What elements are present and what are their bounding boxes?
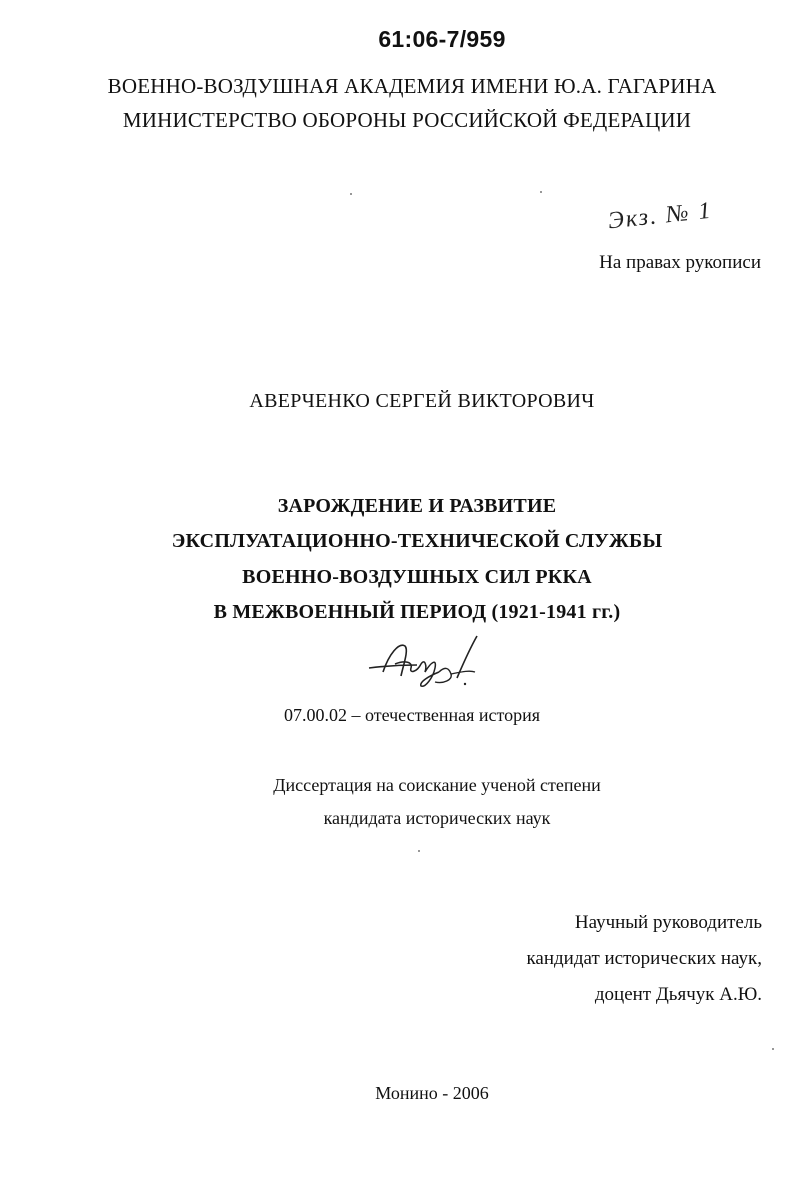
- organization-ministry: МИНИСТЕРСТВО ОБОРОНЫ РОССИЙСКОЙ ФЕДЕРАЦИИ: [122, 108, 692, 132]
- handwritten-copy-mark: Экз. № 1: [606, 197, 714, 235]
- scan-speck: [350, 193, 352, 195]
- scan-speck: [772, 1048, 774, 1050]
- supervisor-label: Научный руководитель: [574, 912, 762, 933]
- degree-line-1: Диссертация на соискание ученой степени: [273, 775, 601, 795]
- document-number: 61:06-7/959: [378, 26, 506, 52]
- title-line-1: ЗАРОЖДЕНИЕ И РАЗВИТИЕ: [277, 495, 557, 517]
- author-name: АВЕРЧЕНКО СЕРГЕЙ ВИКТОРОВИЧ: [249, 390, 595, 412]
- scan-speck: [540, 191, 542, 193]
- title-line-2: ЭКСПЛУАТАЦИОННО-ТЕХНИЧЕСКОЙ СЛУЖБЫ: [171, 530, 663, 552]
- degree-line-2: кандидата исторических наук: [323, 808, 551, 828]
- title-line-3: ВОЕННО-ВОЗДУШНЫХ СИЛ РККА: [242, 566, 592, 588]
- title-line-4: В МЕЖВОЕННЫЙ ПЕРИОД (1921-1941 гг.): [213, 601, 621, 623]
- specialty-code: 07.00.02 – отечественная история: [283, 705, 541, 725]
- author-signature: [365, 632, 485, 694]
- supervisor-degree: кандидат исторических наук,: [526, 948, 762, 969]
- rights-notice: На правах рукописи: [599, 252, 761, 273]
- supervisor-name: доцент Дьячук А.Ю.: [594, 984, 762, 1005]
- scan-speck: [418, 850, 420, 852]
- place-year: Монино - 2006: [375, 1083, 489, 1103]
- organization-academy: ВОЕННО-ВОЗДУШНАЯ АКАДЕМИЯ ИМЕНИ Ю.А. ГАГАРИНА: [107, 74, 717, 98]
